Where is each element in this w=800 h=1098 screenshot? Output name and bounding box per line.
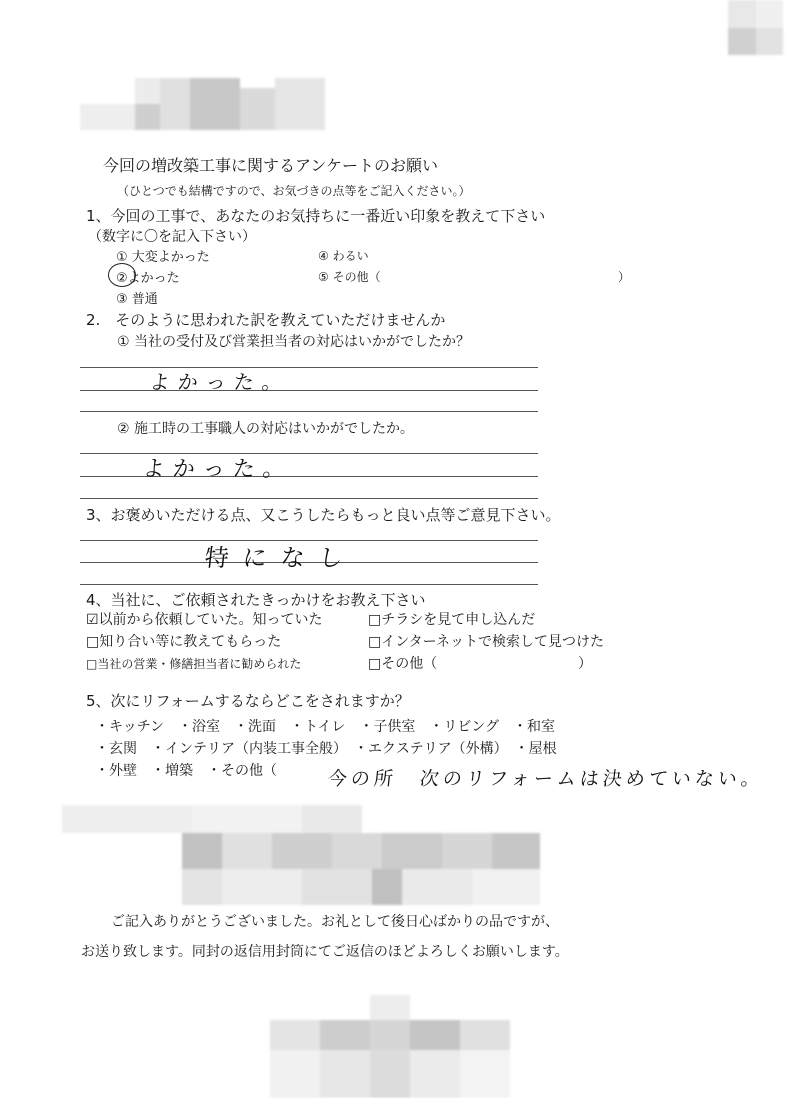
survey-intro: （ひとつでも結構ですので、お気づきの点等をご記入ください。）	[117, 184, 471, 198]
q2-answer1-line-1	[80, 367, 538, 368]
q1-option-5: ⑤ その他（	[318, 270, 381, 284]
q4-question: 4、当社に、ご依頼されたきっかけをお教え下さい	[86, 591, 426, 609]
q5-options-row-1: ・キッチン ・浴室 ・洗面 ・トイレ ・子供室 ・リビング ・和室	[95, 719, 556, 735]
q3-answer-handwritten: 特になし	[203, 544, 359, 572]
q4-option-b	[86, 631, 281, 651]
q1-circled-answer-mark	[108, 263, 136, 287]
q1-option-4: ④ わるい	[318, 249, 369, 263]
q2-answer-2-handwritten: よかった。	[141, 457, 295, 482]
q4-option-e-label: インターネットで検索して見つけた	[381, 634, 604, 650]
q2-sub-question-2: ② 施工時の工事職人の対応はいかがでしたか。	[117, 421, 414, 437]
q2-sub-question-1: ① 当社の受付及び営業担当者の対応はいかがでしたか？	[117, 334, 470, 350]
q4-option-d-label: チラシを見て申し込んだ	[381, 612, 536, 628]
redacted-mosaic-bottom	[270, 995, 510, 1098]
q4-option-f-label: その他（	[381, 656, 438, 672]
q4-option-d	[368, 609, 535, 629]
q1-option-5-close: ）	[618, 270, 631, 284]
q1-option-2: ②よかった	[116, 271, 180, 286]
q1-option-3: ③ 普通	[116, 292, 158, 307]
q1-option-1: ① 大変よかった	[116, 250, 210, 265]
q5-options-row-2: ・玄関 ・インテリア（内装工事全般） ・エクステリア（外構） ・屋根	[95, 741, 557, 757]
q2-question: 2. そのように思われた訳を教えていただけませんか	[86, 311, 446, 329]
q3-question: 3、お褒めいただける点、又こうしたらもっと良い点等ご意見下さい。	[86, 506, 561, 524]
q4-option-b-checkbox[interactable]: □	[86, 634, 100, 650]
q4-option-c-checkbox[interactable]: □	[86, 657, 98, 671]
q4-option-e-checkbox[interactable]: □	[368, 634, 382, 650]
q3-answer-line-3	[80, 584, 538, 585]
q4-option-e	[368, 631, 604, 651]
redacted-mosaic-top-right	[728, 0, 783, 55]
q4-option-c	[86, 655, 301, 672]
redacted-mosaic-header	[80, 78, 325, 130]
q4-option-d-checkbox[interactable]: □	[368, 612, 382, 628]
closing-line-2: お送り致します。同封の返信用封筒にてご返信のほどよろしくお願いします。	[81, 944, 569, 960]
q4-option-b-label: 知り合い等に教えてもらった	[99, 634, 282, 650]
q5-options-row-3: ・外壁 ・増築 ・その他（	[95, 763, 277, 779]
q1-question: 1、今回の工事で、あなたのお気持ちに一番近い印象を教えて下さい	[86, 207, 546, 225]
q2-answer2-line-3	[80, 498, 538, 499]
q4-option-a	[86, 609, 323, 629]
q5-answer-handwritten: 今の所 次のリフォームは決めていない。	[326, 768, 766, 790]
q2-answer-1-handwritten: よかった。	[148, 370, 292, 394]
q4-option-c-label: 当社の営業・修繕担当者に勧められた	[97, 657, 302, 671]
survey-title: 今回の増改築工事に関するアンケートのお願い	[103, 156, 439, 175]
q4-option-a-label: 以前から依頼していた。知っていた	[98, 612, 323, 628]
q2-answer1-line-3	[80, 411, 538, 412]
q5-question: 5、次にリフォームするならどこをされますか？	[86, 692, 410, 710]
q1-instruction: （数字に〇を記入下さい）	[88, 229, 256, 245]
q4-option-f-checkbox[interactable]: □	[368, 656, 382, 672]
q4-option-a-checkbox[interactable]: ☑	[86, 612, 99, 628]
closing-line-1: ご記入ありがとうございました。お礼として後日心ばかりの品ですが、	[111, 914, 559, 930]
q4-option-f-close: ）	[578, 656, 592, 672]
q4-option-f	[368, 653, 437, 673]
redacted-mosaic-middle	[62, 805, 540, 905]
